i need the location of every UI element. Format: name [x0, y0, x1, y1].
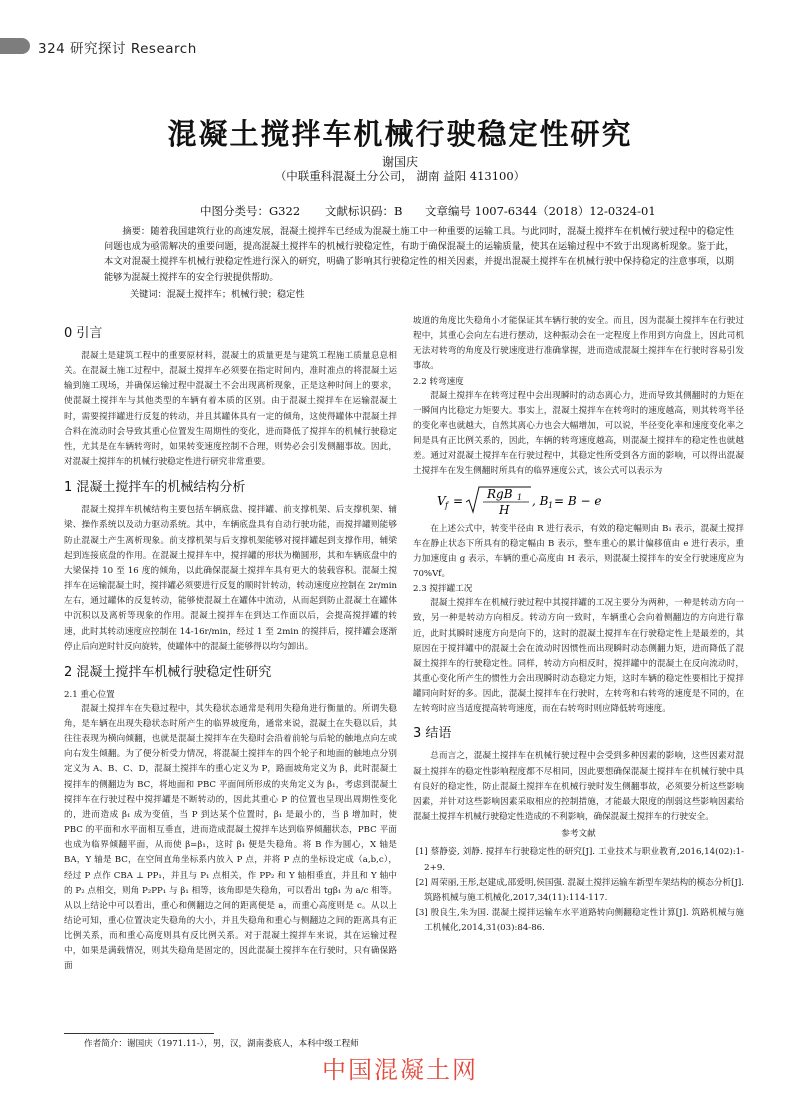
- footnote-rule: [64, 1033, 214, 1034]
- formula-numerator: RgB: [487, 486, 513, 501]
- keywords: 关键词：混凝土搅拌车；机械行驶；稳定性: [130, 289, 305, 300]
- section-heading: 3 结语: [413, 726, 452, 742]
- author-footnote: 作者简介：谢国庆（1971.11-），男，汉，湖南娄底人，本科中级工程师: [84, 1039, 359, 1049]
- reference-item: [2] 周荣丽,王彤,赵建成,邵爱明,侯国强. 混凝土搅拌运输车新型车架结构的模态分析[J]. 筑路机械与施工机械化,2017,34(11):114-117.: [415, 877, 744, 903]
- paper-title: 混凝土搅拌车机械行驶稳定性研究: [167, 117, 633, 151]
- paragraph: 坡道的角度比失稳角小才能保证其车辆行驶的安全。而且，因为混凝土搅拌车在行驶过程中，其重心会向左右进行摆动，这种振动会在一定程度上作用到方向盘上，因此司机无法对转弯的角度及行驶速度进行准确掌握，进而造成混凝土搅拌车在行驶时容易引发事故。: [413, 316, 744, 372]
- site-watermark: 中国混凝土网: [322, 1056, 478, 1084]
- formula-rhs-tail: = B − e: [554, 493, 602, 508]
- section-heading: 0 引言: [64, 326, 103, 341]
- subsection-heading: 2.3 搅拌罐工况: [413, 584, 473, 595]
- svg-text:=: =: [453, 493, 464, 508]
- left-column: [64, 319, 397, 975]
- paragraph: 在上述公式中，转变半径由 R 进行表示，有效的稳定幅则由 B₁ 表示，混凝土搅拌车在静止状态下所具有的稳定幅由 B 表示，整车重心的累计偏移值由 e 进行表示，重力加速度由 g 表示，车辆的重心高度由 H 表示，则混凝土搅拌车的安全行驶速度应为 70%Vf。: [413, 523, 744, 580]
- formula-lhs-sub: f: [445, 500, 448, 510]
- abstract: 摘要：随着我国建筑行业的高速发展，混凝土搅拌车已经成为混凝土施工中一种重要的运输工具。与此同时，混凝土搅拌车在机械行驶过程中的稳定性问题也成为亟需解决的重要问题，提高混凝土搅拌车的机械行驶稳定性，有助于确保混凝土的运输质量，使其在运输过程中不致于出现离析现象。鉴于此，本文对混凝土搅拌车机械行驶稳定性进行深入的研究，明确了影响其行驶稳定性的相关因素，并提出混凝土搅拌车在机械行驶中保持稳定的注意事项，以期能够为混凝土搅拌车的安全行驶提供帮助。: [104, 226, 734, 283]
- references-list: [413, 845, 744, 936]
- paragraph: 混凝土搅拌车在转弯过程中会出现瞬时的动态离心力，进而导致其侧翻时的力矩在一瞬间内比稳定力矩要大。事实上，混凝土搅拌车在转弯时的速度越高，则其转弯半径的变化率也就越大，自然其离心力也会大幅增加，可以说，半径变化率和速度变化率之间是具有正比例关系的，因此，车辆的转弯速度越高，则混凝土搅拌车的稳定性也就越差。通过对混凝土搅拌车在行驶过程中，其稳定性所受到各方面的影响，可以得出混凝土搅拌车在发生侧翻时所具有的临界速度公式，该公式可以表示为: [413, 390, 744, 477]
- formula-lhs: V: [437, 493, 446, 508]
- paragraph: 混凝土搅拌车在失稳过程中，其失稳状态通常是利用失稳角进行衡量的。所谓失稳角，是车辆在出现失稳状态时所产生的临界坡度角，通常来说，混凝土在失稳以后，其往往表现为横向倾翻，也就是混凝土搅拌车在失稳时会沿着前轮与后轮的触地点向左或向右发生倾翻。为了便分析受力情况，将混凝土搅拌车的四个轮子和地面的触地点分别定义为 A、B、C、D，混凝土搅拌车的重心定义为 P，路面坡角定义为 β，此时混凝土搅拌车的侧翻边为 BC，将地面和 PBC 平面间所形成的夹角定义为 β₁，考虑到混凝土搅拌车在行驶过程中搅拌罐是不断转动的，因此其重心 P 的位置也呈现出周期性变化的，进而造成 β₁ 成为变值，当 P 到达某个位置时，β₁ 是最小的，当 β 增加时，使 PBC 的平面和水平面相互垂直，进而造成混凝土搅拌车达到临界倾翻状态，PBC 平面也成为临界倾翻平面，从而使 β=β₁，这时 β₁ 便是失稳角。将 B 作为圆心，X 轴是 BA，Y 轴是 BC，在空间直角坐标系内放入 P 点，并将 P 点的坐标设定成（a,b,c），经过 P 点作 CBA ⊥ PP₁，并且与 P₁ 点相关，作 PP₂ 和 Y 轴相垂直，并且和 Y 轴中的 P₂ 点相交，则角 P₂PP₁ 与 β₁ 相等，该角即是失稳角，可以看出 tgβ₁ 为 a/c 相等。从以上结论中可以看出，重心和侧翻边之间的距离便是 a，而重心高度则是 c。从以上结论可知，重心位置决定失稳角的大小，并且失稳角和重心与侧翻边之间的距离具有正比例关系，而和重心高度则具有反比例关系。对于混凝土搅拌车来说，其在运输过程中，如果是满载情况，则其失稳角是固定的，因此混凝土搅拌车在行驶时，只有确保路面: [64, 703, 397, 972]
- author: 谢国庆: [381, 155, 418, 169]
- formula-numerator-sub: 1: [517, 492, 523, 502]
- running-header: 324 研究探讨 Research: [38, 41, 197, 57]
- right-column: [413, 314, 744, 936]
- paragraph: 混凝土搅拌车在机械行驶过程中其搅拌罐的工况主要分为两种，一种是转动方向一致，另一种是转动方向相反。转动方向一致时，车辆重心会向着侧翻边的方向进行靠近，此时其瞬时速度方向是向下的，这时的混凝土搅拌车在行驶稳定性上是最差的，其原因在于搅拌罐中的混凝土会在流动时因惯性而出现瞬时动态侧翻力矩，进而降低了混凝土搅拌车的行驶稳定性。同样，转动方向相反时，搅拌罐中的混凝土在反向流动时，其重心变化所产生的惯性力会出现瞬时动态稳定力矩，这时车辆的稳定性要相比于搅拌罐同向时好的多。因此，混凝土搅拌车在行驶时，左转弯和右转弯的速度是不同的，在左转弯时应当适度提高转弯速度，而在右转弯时则应降低转弯速度。: [413, 598, 744, 715]
- references-title: 参考文献: [561, 829, 596, 840]
- affiliation: （中联重科混凝土分公司， 湖南 益阳 413100）: [274, 169, 526, 183]
- subsection-heading: 2.2 转弯速度: [413, 376, 464, 387]
- article-number: 文章编号 1007-6344（2018）12-0324-01: [425, 204, 656, 218]
- critical-speed-formula: [435, 484, 744, 518]
- doc-code: 文献标识码：B: [325, 204, 403, 218]
- reference-item: [3] 殷良生,朱为国. 混凝土搅拌运输车水平道路转向侧翻稳定性计算[J]. 筑路机械与施工机械化,2014,31(03):84-86.: [415, 908, 744, 934]
- paragraph: 总而言之，混凝土搅拌车在机械行驶过程中会受到多种因素的影响，这些因素对混凝土搅拌车的稳定性影响程度都不尽相同，因此要想确保混凝土搅拌车在机械行驶中具有良好的稳定性，防止混凝土搅拌车在机械行驶时发生侧翻事故，必须要分析这些影响因素，并针对这些影响因素采取相应的控制措施，才能最大限度的削弱这些影响因素给混凝土搅拌车机械行驶稳定性造成的不利影响，确保混凝土搅拌车的行驶安全。: [413, 751, 744, 823]
- section-heading: 2 混凝土搅拌车机械行驶稳定性研究: [64, 664, 272, 680]
- formula-denominator: H: [499, 502, 510, 517]
- paragraph: 混凝土搅拌车机械结构主要包括车辆底盘、搅拌罐、前支撑机架、后支撑机架、辅梁、操作系统以及动力驱动系统。其中，车辆底盘具有自动行驶功能，而搅拌罐则能够防止混凝土产生离析现象。前支撑机架与后支撑机架能够对搅拌罐起到支撑作用，辅梁起到连接底盘的作用。在混凝土搅拌车中，搅拌罐的形状为椭圆形，其和车辆底盘中的大梁保持 10 至 16 度的倾角，以此确保混凝土搅拌车具有更大的装载容积。混凝土搅拌车在运输混凝土时，搅拌罐必须要进行反复的顺时针转动，转动速度应控制在 2r/min 左右，通过罐体的反复转动，能够使混凝土在罐体中流动，从而起到防止混凝土在罐体中沉积以及离析等现象的作用。混凝土搅拌车在到达工作面以后，会提高搅拌罐的转速，此时其转动速度应控制在 14-16r/min，经过 1 至 2min 的搅拌后，搅拌罐会逐渐停止后向逆时针反向旋转，使罐体中的混凝土能够得以均匀卸出。: [64, 505, 397, 652]
- section-heading: 1 混凝土搅拌车的机械结构分析: [64, 480, 246, 496]
- paragraph: 混凝土是建筑工程中的重要原材料，混凝土的质量更是与建筑工程施工质量息息相关。在混凝土施工过程中，混凝土搅拌车必须要在指定时间内，准时准点的将混凝土运输到施工现场，并确保运输过程中混凝土不会出现离析现象，正是这种时间上的要求，使混凝土搅拌车与其他类型的车辆有着本质的区别。由于混凝土搅拌车在运输混凝土时，需要搅拌罐进行反复的转动，并且其罐体具有一定的倾角，这使得罐体中混凝土拌合料在流动时会导致其重心位置发生周期性的变化，进而降低了搅拌车的机械行驶稳定性，尤其是在车辆转弯时，如果转变速度控制不合理，则势必会引发侧翻事故。因此，对混凝土搅拌车的机械行驶稳定性进行研究非常重要。: [64, 351, 397, 468]
- header-bar: [0, 38, 30, 54]
- subsection-heading: 2.1 重心位置: [64, 689, 115, 700]
- formula-rhs: , B: [532, 493, 549, 508]
- reference-item: [1] 蔡静姿, 刘静. 搅拌车行驶稳定性的研究[J]. 工业技术与职业教育,2016,14(02):1-2+9.: [415, 847, 744, 873]
- clc-number: 中图分类号：G322: [200, 204, 301, 218]
- formula-rhs-sub: 1: [548, 500, 554, 510]
